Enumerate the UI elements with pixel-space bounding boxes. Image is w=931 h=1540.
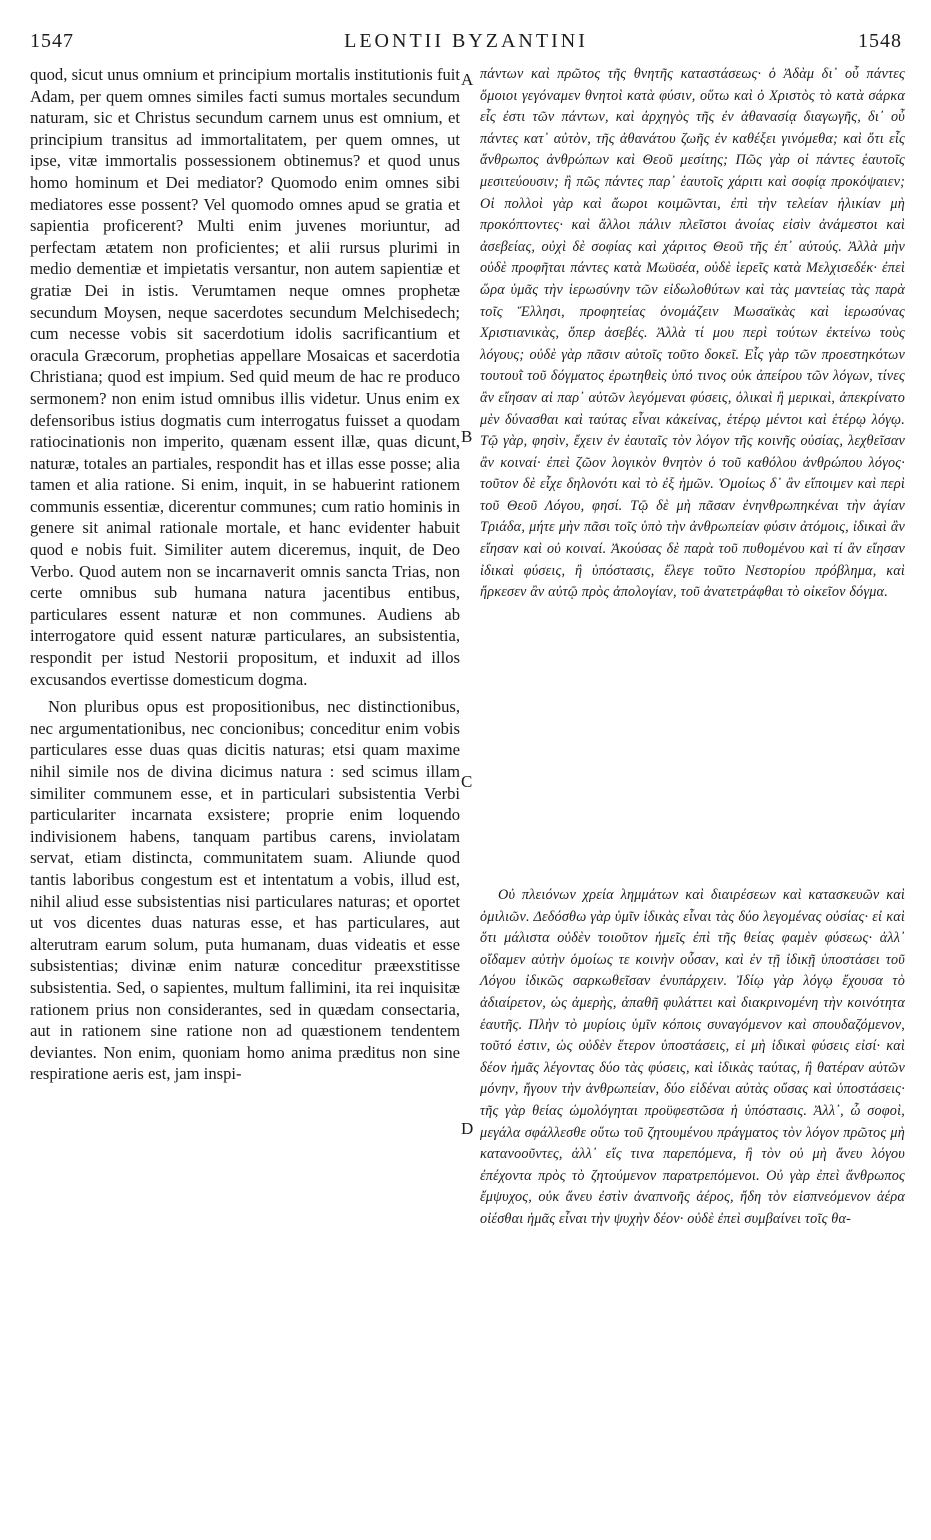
greek-paragraph-2: Οὐ πλειόνων χρεία λημμάτων καὶ διαιρέσεων καὶ κατασκευῶν καὶ ὁμιλιῶν. Δεδόσθω γὰρ ὑμῖν ἰδικὰς εἶναι τὰς δύο λεγομένας οὐσίας· εἰ καὶ ὅτι μάλιστα οὐδὲν τοιοῦτον ἡμεῖς ἐπὶ τῆς θείας φαμὲν φύσεως· ἀλλ᾿ οἴδαμεν αὐτὴν ὁμοίως τε κοινὴν οὖσαν, καὶ ἐν τῇ ἰδικῇ ὑποστάσει τοῦ Λόγου ἰδικῶς σαρκωθεῖσαν ἐνυπάρχειν. Ἰδίῳ γὰρ λόγῳ ἔχουσα τὸ ἀδιαίρετον, ὡς ἀμερὴς, ἀπαθῆ φυλάττει καὶ διακρινομένη τὴν κοινότητα ἑαυτῆς. Πλὴν τὸ μυρίοις ὑμῖν κόποις συναγόμενον καὶ σπουδαζόμενον, τοῦτό ἐστιν, ὡς οὐδὲν ἕτερον ὑποστάσεις, εἰ μὴ ἰδικαὶ φύσεις εἰσί· καὶ δέον ἡμᾶς λέγοντας δύο τὰς φύσεις, καὶ ἰδικὰς ταύτας, ἢ θατέραν αὐτῶν μόνην, ἤγουν τὴν ἀνθρωπείαν, δύο εἰδέναι αὐτὰς οὔσας καὶ ὑποστάσεις· τῆς γὰρ θείας ὡμολόγηται προϋφεστῶσα ἡ ὑπόστασις. Ἀλλ᾿, ὦ σοφοὶ, μεγάλα σφάλλεσθε οὕτω τοῦ ζητουμένου πράγματος τὸν λόγον πρῶτος μὴ κατανοοῦντες, ἀλλ᾿ εἴς τινα παρεπόμενα, ἢ τὸν οὐ μὴ ἄνευ λόγου ἐπέχοντα πρὸς τὸ ζητούμενον παρατρεπόμενοι. Οὐ γὰρ ἐπεὶ ἄνθρωπος ἔμψυχος, οὐκ ἄνευ ἐστὶν ἀναπνοῆς ἀέρος, ἤδη τὸν εἰσπνεόμενον ἀέρα οἰέσθαι ἡμᾶς εἶναι τὴν ψυχὴν δέον· οὐδὲ ἐπεὶ συμβαίνει τοῖς θα-	[480, 887, 905, 1227]
greek-paragraph-1: πάντων καὶ πρῶτος τῆς θνητῆς καταστάσεως· ὁ Ἀδὰμ δι᾿ οὗ πάντες ὅμοιοι γεγόναμεν θνητοὶ κατὰ φύσιν, οὕτω καὶ ὁ Χριστὸς τὸ κατὰ σάρκα εἷς ἐστι τῶν πάντων, καὶ ἀρχηγὸς τῆς ἐν ἀθανασίᾳ διαγωγῆς, δι᾿ οὗ πάντες κατ᾿ αὐτὸν, τῆς ἀθανάτου ζωῆς ἐν καθέξει γινόμεθα; καὶ ὅτι εἷς ἄνθρωπος ἀνθρώπων καὶ Θεοῦ μεσίτης; Πῶς γὰρ οἱ πάντες ἑαυτοῖς μεσιτεύουσιν; ἢ πῶς πάντες παρ᾿ ἑαυτοῖς χάριτι καὶ σοφίᾳ προκόψαιεν; Οἱ πολλοὶ γὰρ καὶ ἄωροι κοιμῶνται, ἐπὶ τὴν τελείαν ἡλικίαν μὴ προκόπτοντες· καὶ ἄλλοι πάλιν πλεῖστοι ἀνοίας εἰσὶν ἀνάμεστοι καὶ ἀσεβείας, οὐχὶ δὲ σοφίας καὶ χάριτος Θεοῦ τῆς ἐπ᾿ αὐτούς. Ἀλλὰ μὴν οὐδὲ προφῆται πάντες κατὰ Μωϋσέα, οὐδὲ ἱερεῖς κατὰ Μελχισεδέκ· ἐπεὶ ὥρα ὑμᾶς τὴν ἱερωσύνην τῶν εἰδωλοθύτων καὶ τὰς μαντείας τὰς παρὰ τοῖς Ἕλλησι, προφητείας ὀνομάζειν Μωσαϊκὰς καὶ ἱερωσύνας Χριστιανικὰς, ὅπερ ἀσεβές. Ἀλλὰ τί μου περὶ τούτων ἐκτείνω τοὺς λόγους; οὐδὲ γὰρ πᾶσιν αὐτοῖς τοῦτο δοκεῖ. Εἷς γὰρ τῶν προεστηκότων τουτουῒ τοῦ δόγματος ἐρωτηθεὶς ὑπό τινος οὐκ ἀπείρου τῶν λόγων, τίνες ἂν εἴησαν αἱ παρ᾿ αὐτῶν λεγόμεναι φύσεις, ὁλικαὶ ἢ μερικαὶ, ἀπεκρίνατο μὲν δύνασθαι καὶ ταύτας εἶναι κἀκείνας, ἑτέρῳ μέντοι καὶ ἑτέρῳ λόγῳ. Τῷ γὰρ, φησὶν, ἔχειν ἐν ἑαυταῖς τὸν λόγον τῆς κοινῆς οὐσίας, λεχθεῖσαν ἂν κοιναί· ἐπεὶ ζῶον λογικὸν θνητὸν ὁ τοῦ καθόλου ἀνθρώπου λόγος· τοῦτον δὲ εἶχε δηλονότι καὶ τὸ ἐξ ἡμῶν. Ὁμοίως δ᾿ ἂν εἴποιμεν καὶ περὶ τοῦ Θεοῦ Λόγου, φησί. Τῷ δὲ μὴ πᾶσαν ἐνηνθρωπηκέναι τὴν ἁγίαν Τριάδα, μήτε μὴν πᾶσι τοῖς ὑπὸ τὴν ἀνθρωπείαν φύσιν ἀτόμοις, ἰδικαὶ ἂν εἴησαν καὶ οὐ κοιναί. Ἀκούσας δὲ παρὰ τοῦ πυθομένου καὶ τί ἂν εἴησαν ἰδικαὶ φύσεις, ἢ ὑπόστασις, ἔλεγε τοῦτο Νεστορίου πρόβλημα, καὶ ἤρκεσεν ἂν αὐτῷ πρὸς ἀπολογίαν, τοῦ ἀνατετράφθαι τὸ οἰκεῖον δόγμα.	[480, 66, 905, 601]
latin-paragraph-2: Non pluribus opus est propositionibus, nec distinctionibus, nec argumentationibus, nec concionibus; conceditur enim vobis particulares esse duas quas dicitis naturas; etsi quam maxime nihil simile nos de divina dicimus natura : sed scimus illam similiter communem esse, et in particulari subsistentia Verbi particulariter incarnata exsistere; proprie enim loquendo indivisionem habens, tanquam partibus carens, inviolatam servat, etiam distincta, communitatem suam. Aliunde quod tantis laboribus congestum est et intentatum a vobis, illud est, nihil aliud esse subsistentias nisi particulares naturas; et oportet ut vos dicentes duas naturas esse, et has particulares, aut alterutram earum solum, puta humanam, duas videatis et esse subsistentias; divinæ enim naturæ conceditur præexstitisse subsistentia. Sed, o sapientes, multum fallimini, ita rei inquisitæ rationem prius non considerantes, sed in quædam consectaria, aut in rationem sine ratione non ad quæstionem tendentem deviantes. Non enim, quoniam homo anima præditus non sine respiratione aeris est, jam inspi-	[30, 697, 460, 1084]
margin-marker-c: C	[461, 772, 473, 791]
page-number-left: 1547	[30, 30, 74, 52]
latin-column	[30, 64, 460, 1085]
page-number-right: 1548	[858, 30, 902, 52]
latin-paragraph-1: quod, sicut unus omnium et principium mortalis institutionis fuit Adam, per quem omnes similes facti sumus mortales secundum naturam, sic et Christus secundum carnem unus est omnium, et principium transitus ad immortalitatem, per quem omnes, ut ipse, vitæ immortalis possessionem obtinemus? et quod unus homo hominum et Dei mediator? Quomodo enim omnes sibi mediatores esse possent? Vel quomodo omnes apud se gratia et sapientia proficerent? Multi enim juvenes moriuntur, ad perfectam ætatem non proficientes; et alii rursus plurimi in medio dementiæ et impietatis versantur, non autem sapientiæ et gratiæ Dei in istis. Verumtamen neque omnes prophetæ secundum Moysen, neque sacerdotes secundum Melchisedech; cum necesse vobis sit sacerdotium idolis sacrificantium et oracula Græcorum, prophetias appellare Mosaicas et sacerdotia Christiana; quod est impium. Sed quid meum de hac re produco sermonem? non enim istud omnibus illis videtur. Unus enim ex defensoribus istius dogmatis cum interrogatus fuisset a quodam ratiocinationis non imperito, quænam essent illæ, quas dicunt, naturæ, totales an partiales, respondit has et illas esse posse; alia tamen et alia ratione. Si enim, inquit, in se habuerint rationem communis essentiæ, dicerentur communes; cum ratio hominis in genere sit animal rationale mortale, et hanc evidenter habuit quod e nobis fuit. Similiter autem diceremus, inquit, de Deo Verbo. Quod autem non se incarnaverit omnis sancta Trias, non certe omnibus sub humana natura jacentibus entibus, particulares essent naturæ et non communes. Audiens ab interrogatore quid essent naturæ particulares, an subsistentia, respondit per istud Nestorii propositum, et induxit ad illos excusandos evertisse domesticum dogma.	[30, 65, 460, 689]
running-header	[30, 30, 902, 60]
greek-column-top	[480, 64, 905, 604]
greek-column-bottom	[480, 885, 905, 1231]
running-title: LEONTII BYZANTINI	[344, 30, 588, 52]
margin-marker-b: B	[461, 427, 473, 446]
margin-marker-a: A	[461, 70, 474, 89]
margin-marker-d: D	[461, 1119, 474, 1138]
